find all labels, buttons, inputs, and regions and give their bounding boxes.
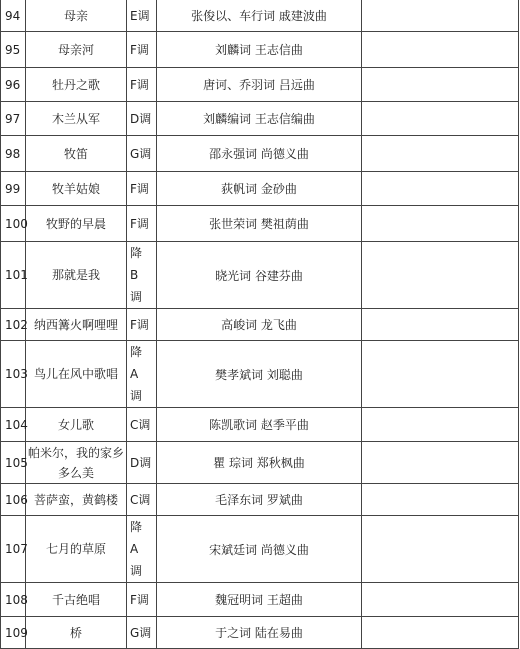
song-key: C调 bbox=[127, 408, 157, 442]
empty-cell bbox=[362, 206, 519, 242]
table-row bbox=[1, 102, 519, 136]
row-number: 99 bbox=[1, 172, 26, 206]
song-key: G调 bbox=[127, 617, 157, 649]
table-row bbox=[1, 206, 519, 242]
table-row bbox=[1, 341, 519, 408]
song-credit: 毛泽东词 罗斌曲 bbox=[157, 484, 362, 516]
table-row bbox=[1, 136, 519, 172]
song-key: C调 bbox=[127, 484, 157, 516]
song-key-text: 降A调 bbox=[130, 520, 143, 578]
empty-cell bbox=[362, 442, 519, 484]
song-key: F调 bbox=[127, 172, 157, 206]
song-key-text: 降B调 bbox=[130, 246, 143, 304]
row-number: 103 bbox=[1, 341, 26, 408]
song-key: F调 bbox=[127, 206, 157, 242]
table-row bbox=[1, 408, 519, 442]
song-credit: 荻帆词 金砂曲 bbox=[157, 172, 362, 206]
table-row bbox=[1, 484, 519, 516]
empty-cell bbox=[362, 0, 519, 32]
row-number: 106 bbox=[1, 484, 26, 516]
song-credit: 高峻词 龙飞曲 bbox=[157, 309, 362, 341]
song-credit: 刘麟词 王志信曲 bbox=[157, 32, 362, 68]
song-title: 牡丹之歌 bbox=[26, 68, 127, 102]
song-title: 母亲 bbox=[26, 0, 127, 32]
empty-cell bbox=[362, 172, 519, 206]
song-credit: 晓光词 谷建芬曲 bbox=[157, 242, 362, 309]
empty-cell bbox=[362, 309, 519, 341]
table-row bbox=[1, 583, 519, 617]
row-number: 96 bbox=[1, 68, 26, 102]
song-key bbox=[127, 242, 157, 309]
empty-cell bbox=[362, 102, 519, 136]
row-number: 107 bbox=[1, 516, 26, 583]
song-credit: 宋斌廷词 尚德义曲 bbox=[157, 516, 362, 583]
row-number: 97 bbox=[1, 102, 26, 136]
song-title: 女儿歌 bbox=[26, 408, 127, 442]
table-row bbox=[1, 442, 519, 484]
song-title: 牧笛 bbox=[26, 136, 127, 172]
song-credit: 邵永强词 尚德义曲 bbox=[157, 136, 362, 172]
song-title-text: 帕米尔，我的家乡多么美 bbox=[27, 445, 124, 480]
song-key: F调 bbox=[127, 32, 157, 68]
empty-cell bbox=[362, 341, 519, 408]
song-title: 鸟儿在风中歌唱 bbox=[26, 341, 127, 408]
song-key: G调 bbox=[127, 136, 157, 172]
row-number: 94 bbox=[1, 0, 26, 32]
song-credit: 于之词 陆在易曲 bbox=[157, 617, 362, 649]
song-title: 菩萨蛮，黄鹤楼 bbox=[26, 484, 127, 516]
song-title: 木兰从军 bbox=[26, 102, 127, 136]
song-title bbox=[26, 442, 127, 484]
empty-cell bbox=[362, 136, 519, 172]
empty-cell bbox=[362, 68, 519, 102]
empty-cell bbox=[362, 617, 519, 649]
empty-cell bbox=[362, 583, 519, 617]
table-row bbox=[1, 516, 519, 583]
table-row bbox=[1, 172, 519, 206]
song-credit: 魏冠明词 王超曲 bbox=[157, 583, 362, 617]
row-number: 101 bbox=[1, 242, 26, 309]
song-credit: 刘麟编词 王志信编曲 bbox=[157, 102, 362, 136]
row-number: 95 bbox=[1, 32, 26, 68]
empty-cell bbox=[362, 516, 519, 583]
song-title: 母亲河 bbox=[26, 32, 127, 68]
table-row bbox=[1, 32, 519, 68]
song-key: F调 bbox=[127, 309, 157, 341]
song-title: 纳西篝火啊哩哩 bbox=[26, 309, 127, 341]
table-row bbox=[1, 0, 519, 32]
table-row bbox=[1, 242, 519, 309]
empty-cell bbox=[362, 484, 519, 516]
song-credit: 樊孝斌词 刘聪曲 bbox=[157, 341, 362, 408]
song-key: F调 bbox=[127, 583, 157, 617]
empty-cell bbox=[362, 242, 519, 309]
song-key bbox=[127, 341, 157, 408]
song-title: 那就是我 bbox=[26, 242, 127, 309]
row-number: 104 bbox=[1, 408, 26, 442]
song-title: 桥 bbox=[26, 617, 127, 649]
row-number: 102 bbox=[1, 309, 26, 341]
song-title: 千古绝唱 bbox=[26, 583, 127, 617]
song-key-text: 降A调 bbox=[130, 345, 143, 403]
row-number: 100 bbox=[1, 206, 26, 242]
empty-cell bbox=[362, 32, 519, 68]
song-credit: 陈凯歌词 赵季平曲 bbox=[157, 408, 362, 442]
table-row bbox=[1, 617, 519, 649]
song-key: D调 bbox=[127, 442, 157, 484]
song-title: 七月的草原 bbox=[26, 516, 127, 583]
row-number: 108 bbox=[1, 583, 26, 617]
song-key: D调 bbox=[127, 102, 157, 136]
table-row bbox=[1, 309, 519, 341]
song-credit: 张世荣词 樊祖荫曲 bbox=[157, 206, 362, 242]
song-credit: 唐诃、乔羽词 吕远曲 bbox=[157, 68, 362, 102]
song-key: F调 bbox=[127, 68, 157, 102]
song-credit: 张俊以、车行词 戚建波曲 bbox=[157, 0, 362, 32]
table-row bbox=[1, 68, 519, 102]
row-number: 98 bbox=[1, 136, 26, 172]
row-number: 109 bbox=[1, 617, 26, 649]
empty-cell bbox=[362, 408, 519, 442]
row-number: 105 bbox=[1, 442, 26, 484]
song-title: 牧野的早晨 bbox=[26, 206, 127, 242]
song-title: 牧羊姑娘 bbox=[26, 172, 127, 206]
song-credit: 瞿 琮词 郑秋枫曲 bbox=[157, 442, 362, 484]
song-key: E调 bbox=[127, 0, 157, 32]
song-key bbox=[127, 516, 157, 583]
